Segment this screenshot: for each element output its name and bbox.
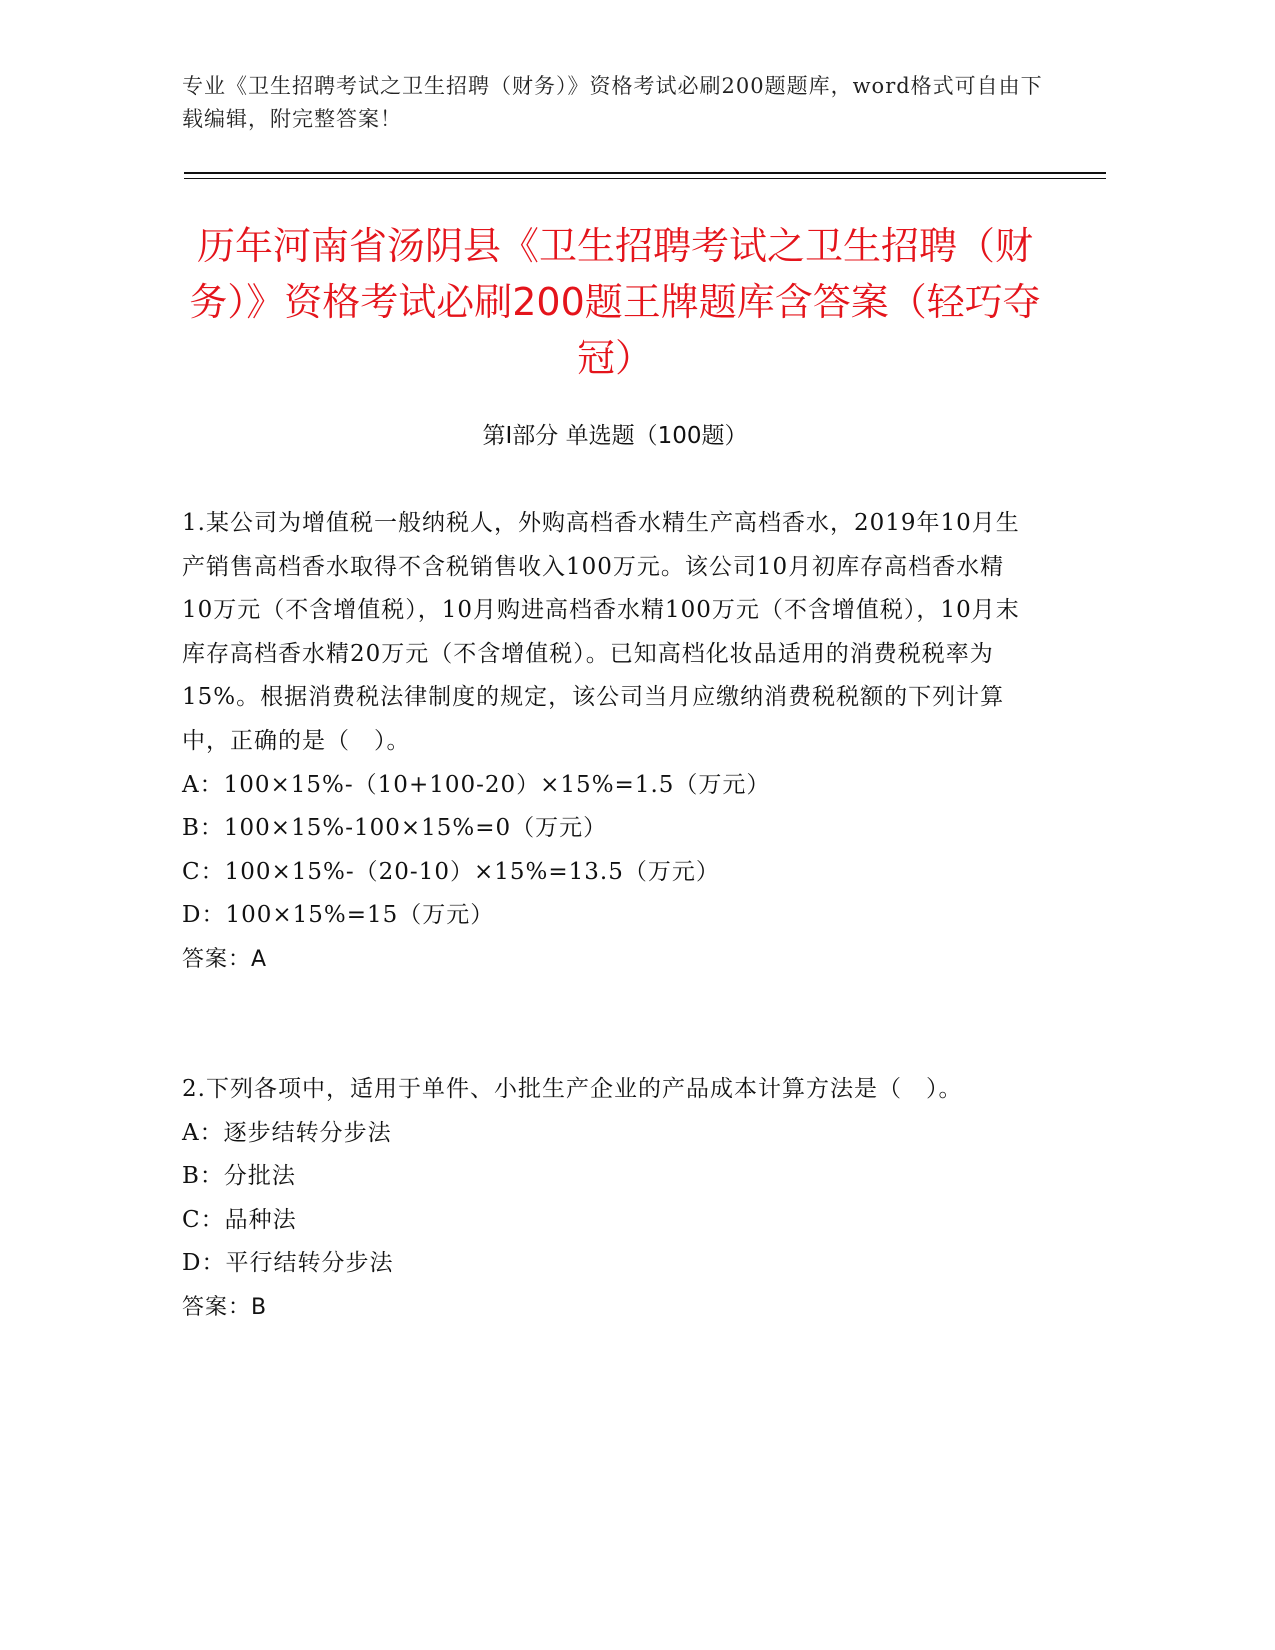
section-title: 第Ⅰ部分 单选题（100题）: [482, 423, 748, 449]
question-stem: 1.某公司为增值税一般纳税人，外购高档香水精生产高档香水，2019年10月生产销售高档香水取得不含税销售收入100万元。该公司10月初库存高档香水精10万元（不含增值税），10月购进高档香水精100万元（不含增值税），10月末库存高档香水精20万元（不含增值税）。已知高档化妆品适用的消费税税率为15%。根据消费税法律制度的规定，该公司当月应缴纳消费税税额的下列计算中，正确的是（ ）。: [182, 510, 1020, 754]
question-2: [182, 1068, 1032, 1330]
document-title: 历年河南省汤阴县《卫生招聘考试之卫生招聘（财务）》资格考试必刷200题王牌题库含答案（轻巧夺冠）: [189, 224, 1041, 380]
option-c: C：品种法: [182, 1206, 297, 1233]
option-c: C：100×15%-（20-10）×15%=13.5（万元）: [182, 858, 720, 885]
header-divider-thin: [184, 178, 1106, 179]
option-a: A：逐步结转分步法: [182, 1119, 392, 1146]
answer: 答案：B: [182, 1294, 268, 1320]
question-1: [182, 502, 1032, 982]
option-a: A：100×15%-（10+100-20）×15%=1.5（万元）: [182, 771, 771, 798]
question-stem: 2.下列各项中，适用于单件、小批生产企业的产品成本计算方法是（ ）。: [182, 1076, 963, 1102]
option-b: B：100×15%-100×15%=0（万元）: [182, 815, 608, 842]
header-note: 专业《卫生招聘考试之卫生招聘（财务）》资格考试必刷200题题库，word格式可自由下载编辑，附完整答案！: [182, 74, 1043, 131]
option-d: D：100×15%=15（万元）: [182, 902, 495, 929]
header-divider-thick: [184, 172, 1106, 174]
option-b: B：分批法: [182, 1163, 296, 1190]
option-d: D：平行结转分步法: [182, 1250, 394, 1277]
answer: 答案：A: [182, 946, 268, 972]
